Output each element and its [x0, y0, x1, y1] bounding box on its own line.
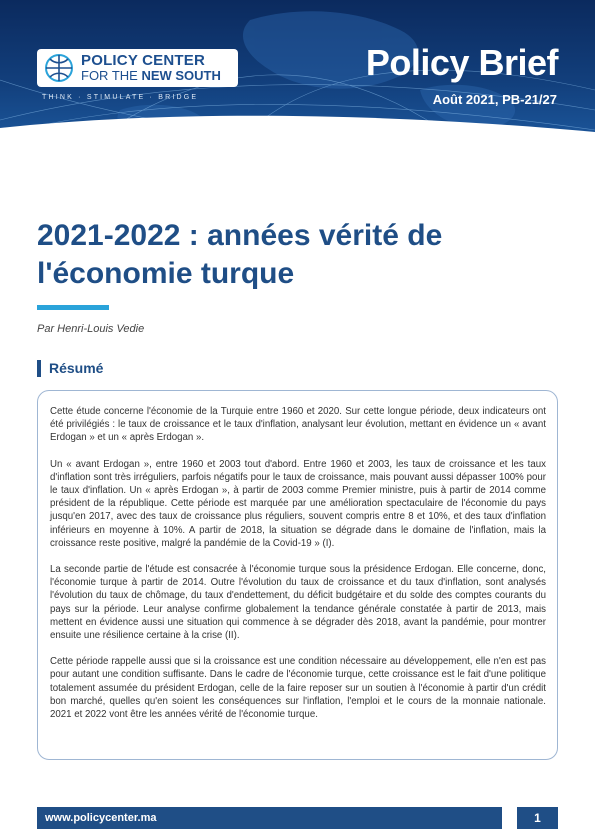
- section-label: Résumé: [49, 360, 104, 376]
- logo-line2-pre: FOR THE: [81, 68, 142, 84]
- logo-line2-bold: NEW SOUTH: [141, 68, 221, 84]
- logo-line1: POLICY CENTER: [81, 52, 206, 70]
- footer-bar: [37, 807, 502, 829]
- brief-date: Août 2021, PB-21/27: [432, 92, 557, 107]
- header-banner: [0, 0, 595, 150]
- abstract-paragraph: Un « avant Erdogan », entre 1960 et 2003 tout d'abord. Entre 1960 et 2003, les taux de croissance et les taux d'inflation sont très irréguliers, parfois négatifs pour le taux de croissance, mais pouvant aussi dépasser 100% pour le taux d'inflation. Un « après Erdogan », à partir de 2003 comme Premier ministre, puis à partir de 2014 comme président de la république. Cette période est marquée par une amélioration spectaculaire de l'économie du pays jusqu'en 2017, avec des taux de croissance plus réguliers, souvent compris entre 8 et 10%, et des taux d'inflation inférieurs en moyenne à 10%. A partir de 2018, la situation se dégrade dans le domaine de l'inflation, mais la croissance reste positive, malgré la pandémie de la Covid-19 » (I).: [50, 458, 546, 549]
- section-marker: [37, 360, 41, 377]
- abstract-box: [37, 390, 558, 760]
- abstract-paragraph: Cette étude concerne l'économie de la Turquie entre 1960 et 2020. Sur cette longue période, deux indicateurs ont été privilégiés : le taux de croissance et le taux d'inflation, analysant leur évolution, mettant en évidence un « avant Erdogan » et un « après Erdogan ».: [50, 406, 546, 444]
- page-title: 2021-2022 : années vérité de l'économie turque: [37, 219, 443, 290]
- author-byline: Par Henri-Louis Vedie: [37, 323, 145, 335]
- brief-title: Policy Brief: [365, 42, 558, 83]
- abstract-paragraph: La seconde partie de l'étude est consacrée à l'économie turque sous la présidence Erdogan. Elle concerne, donc, l'économie turque à partir de 2014. Outre l'évolution du taux de croissance et du taux d'inflation, sont analysés l'évolution du taux de chômage, du taux d'endettement, du déficit budgétaire et du solde des comptes courants du pays sur la période. Leur analyse confirme globalement la tendance générale constatée à partir de 2013, mais mettent en évidence aussi une situation qui commence à se dégrader dès 2018, avant la pandémie, pour montrer ensuite une résilience certaine à la crise (II).: [50, 564, 546, 642]
- section-heading: [37, 359, 103, 377]
- footer-url-link[interactable]: www.policycenter.ma: [45, 812, 157, 824]
- title-accent-rule: [37, 305, 109, 310]
- page-number: 1: [517, 807, 558, 829]
- logo[interactable]: [37, 49, 238, 87]
- tagline: THINK · STIMULATE · BRIDGE: [42, 94, 199, 101]
- globe-logo-icon: [41, 52, 77, 84]
- abstract-paragraph: Cette période rappelle aussi que si la croissance est une condition nécessaire au développement, elle n'en est pas pour autant une condition suffisante. Dans le cadre de l'économie turque, cette croissance est le fait d'une politique totalement assumée du président Erdogan, celle de la faire reposer sur un soutien à l'économie à partir d'un crédit bon marché, quelles qu'en soient les conséquences sur l'inflation, l'emploi et le cours de la monnaie nationale. 2021 et 2022 vont être les années vérité de l'économie turque.: [50, 656, 546, 721]
- logo-line2: [81, 69, 221, 83]
